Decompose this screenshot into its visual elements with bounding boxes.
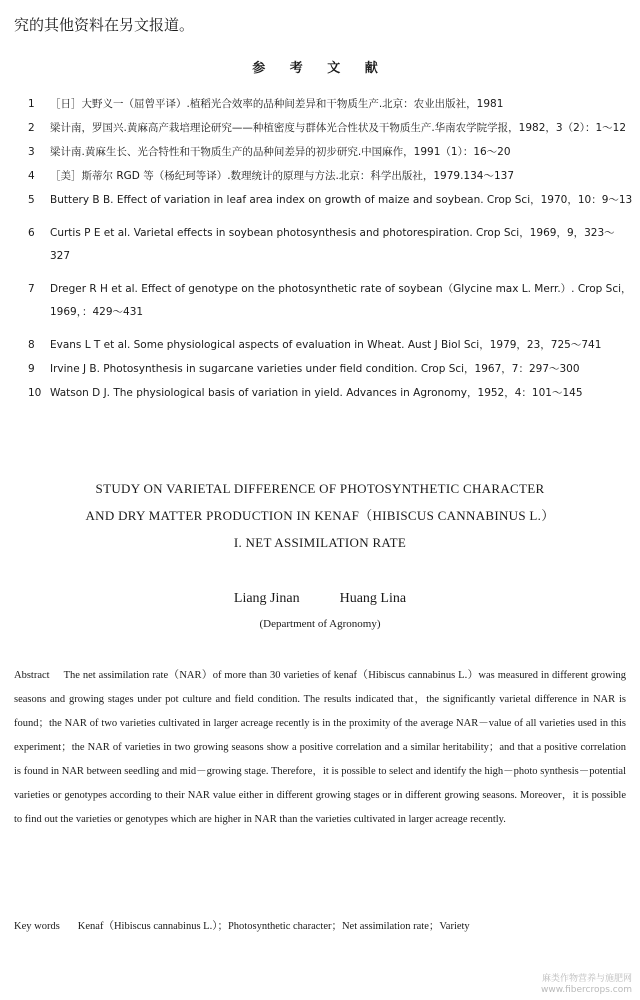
english-title-line: I. NET ASSIMILATION RATE [233, 535, 407, 550]
reference-number: 8 [28, 339, 35, 351]
author-name: Liang Jinan [233, 591, 300, 606]
keywords-label: Key words [14, 921, 60, 932]
reference-item [28, 165, 633, 188]
previous-paragraph-tail: 究的其他资料在另文报道。 [14, 16, 195, 34]
reference-number: 3 [28, 146, 35, 158]
keywords [14, 918, 626, 933]
keywords-text: Kenaf（Hibiscus cannabinus L.）；Photosynthetic character；Net assimilation rate；Variety [77, 921, 470, 932]
reference-number: 4 [28, 170, 35, 182]
reference-item [28, 334, 633, 357]
reference-item [28, 222, 633, 268]
reference-number: 2 [28, 122, 35, 134]
reference-item [28, 278, 633, 324]
abstract-text: The net assimilation rate（NAR）of more than 30 varieties of kenaf（Hibiscus cannabinus L.）was measured in different growing seasons and growing stages under pot culture and field condition. The results indicated that，the significantly varietal difference in NAR is found；the NAR of two varieties cultivated in larger acreage recently is in the proximity of the average NAR－value of all varieties used in this experiment；the NAR of varieties in two growing seasons show a positive correlation and a similar heritability；and that a positive correlation is found in NAR between seedling and mid－growing stage. Therefore，it is possible to select and identify the high－photo synthesis－potential varieties or genotypes according to their NAR value either in different growing stages or in different growing seasons. Moreover，it is possible to find out the varieties or genotypes which are higher in NAR than the varieties cultivated in larger acreage recently. [14, 670, 626, 825]
watermark-line: 麻类作物营养与施肥网 [541, 974, 632, 984]
site-watermark [541, 974, 632, 996]
reference-text: 梁计南，罗国兴.黄麻高产栽培理论研究——种植密度与群体光合性状及干物质生产.华南农学院学报，1982，3（2）：1～12 [50, 122, 627, 134]
reference-text: Irvine J B. Photosynthesis in sugarcane varieties under field condition. Crop Sci，1967，7：297～300 [50, 363, 580, 375]
reference-item [28, 382, 633, 405]
reference-item [28, 358, 633, 381]
reference-list [28, 93, 633, 406]
reference-text: Curtis P E et al. Varietal effects in soybean photosynthesis and photorespiration. Crop Sci，1969，9，323～327 [50, 227, 615, 262]
author-name: Huang Lina [339, 591, 407, 606]
abstract-label: Abstract [14, 670, 50, 681]
reference-text: Watson D J. The physiological basis of variation in yield. Advances in Agronomy，1952，4：101～145 [50, 387, 583, 399]
reference-text: ［日］大野义一（屈曾平译）.植稻光合效率的品种间差异和干物质生产.北京：农业出版社，1981 [50, 98, 504, 110]
affiliation: (Department of Agronomy) [259, 618, 381, 630]
reference-number: 7 [28, 283, 35, 295]
reference-item [28, 117, 633, 140]
reference-number: 1 [28, 98, 35, 110]
english-title [0, 475, 640, 556]
watermark-line: www.fibercrops.com [541, 985, 632, 995]
reference-text: Evans L T et al. Some physiological aspects of evaluation in Wheat. Aust J Biol Sci，1979，23，725～741 [50, 339, 602, 351]
reference-text: Dreger R H et al. Effect of genotype on the photosynthetic rate of soybean（Glycine max L. Merr.）. Crop Sci，1969，：429～431 [50, 283, 632, 318]
reference-item [28, 93, 633, 116]
reference-number: 10 [28, 387, 42, 399]
reference-item [28, 189, 633, 212]
english-title-line: AND DRY MATTER PRODUCTION IN KENAF（HIBISCUS CANNABINUS L.） [85, 508, 555, 523]
reference-text: ［美］斯蒂尔 RGD 等（杨纪珂等译）.数理统计的原理与方法.北京：科学出版社，1979.134～137 [50, 170, 515, 182]
abstract [14, 664, 626, 832]
reference-text: 梁计南.黄麻生长、光合特性和干物质生产的品种间差异的初步研究.中国麻作，1991（1）：16～20 [50, 146, 511, 158]
author-list [0, 591, 640, 607]
reference-item [28, 141, 633, 164]
references-heading: 参 考 文 献 [252, 61, 388, 76]
reference-number: 6 [28, 227, 35, 239]
english-title-line: STUDY ON VARIETAL DIFFERENCE OF PHOTOSYNTHETIC CHARACTER [95, 481, 545, 496]
reference-number: 5 [28, 194, 35, 206]
reference-text: Buttery B B. Effect of variation in leaf area index on growth of maize and soybean. Crop Sci，1970，10：9～13 [50, 194, 633, 206]
reference-number: 9 [28, 363, 35, 375]
